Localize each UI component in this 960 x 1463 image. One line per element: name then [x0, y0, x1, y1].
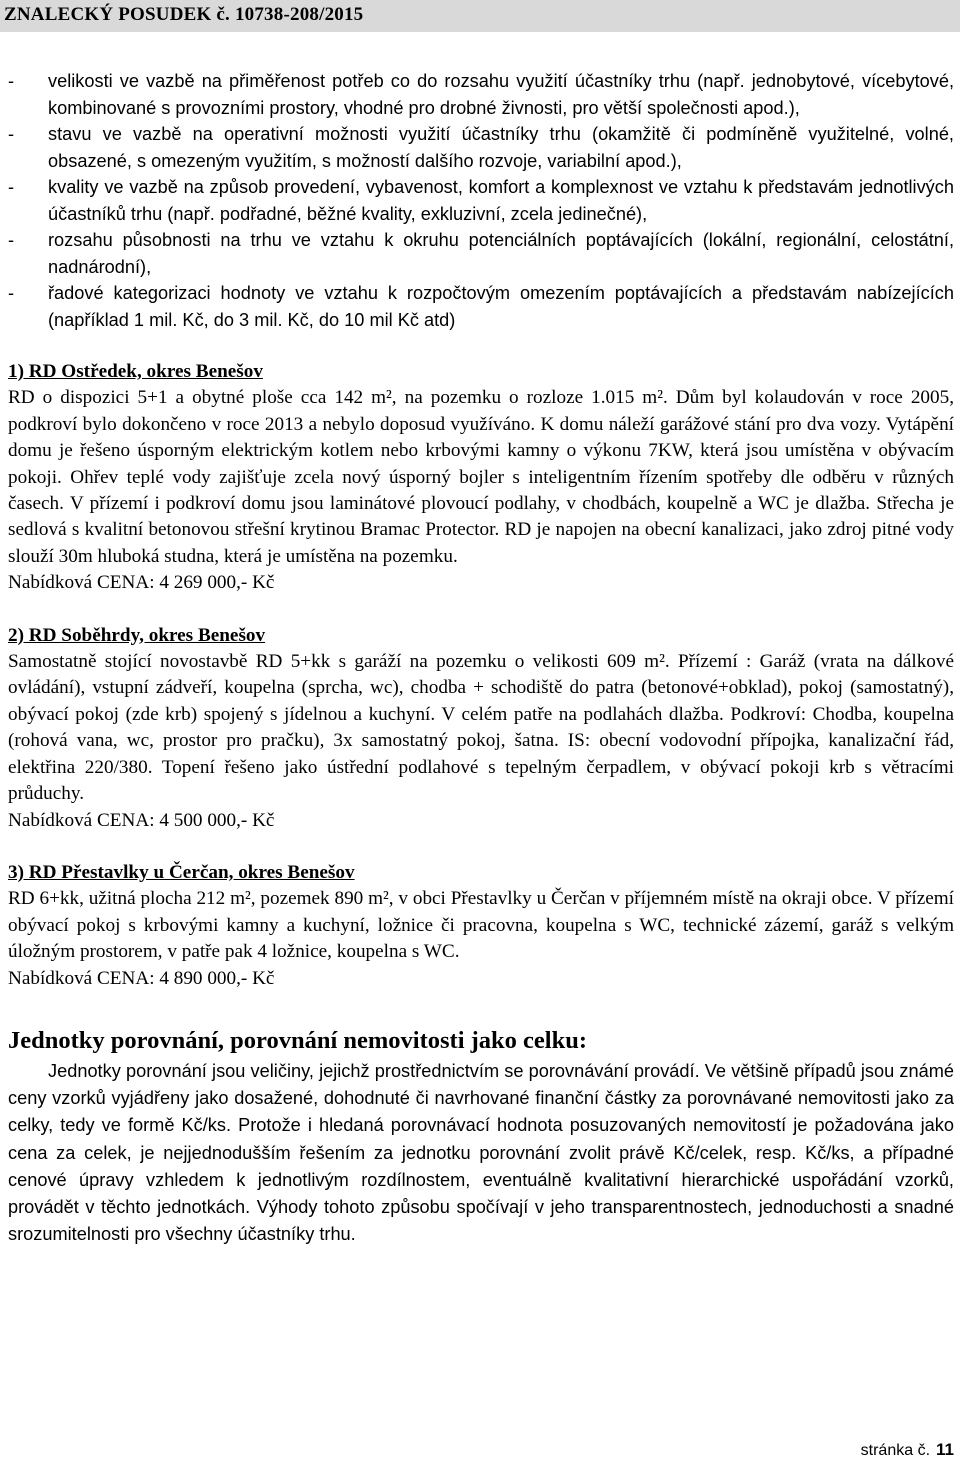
list-dash: -: [8, 177, 15, 197]
section-heading: Jednotky porovnání, porovnání nemovitosti jako celku:: [8, 1026, 588, 1054]
list-dash: -: [8, 71, 15, 91]
list-item: [8, 121, 954, 174]
list-item: [8, 227, 954, 280]
property-title: 1) RD Ostředek, okres Benešov: [8, 361, 263, 382]
list-item: [8, 68, 954, 121]
list-item-text: kvality ve vazbě na způsob provedení, vybavenost, komfort a komplexnost ve vztahu k představám jednotlivých účastníků trhu (např. podřadné, běžné kvality, exkluzivní, zcela jedinečné),: [48, 177, 954, 224]
criteria-list: [8, 68, 954, 333]
property-section: [8, 623, 954, 834]
section-paragraph: Jednotky porovnání jsou veličiny, jejichž prostřednictvím se porovnávání provádí. Ve většině případů jsou známé ceny vzorků vyjádřeny jako dosažené, dohodnuté či navrhované finanční částky za porovnávané nemovitosti jako za celky, tedy ve formě Kč/ks. Protože i hledaná porovnávací hodnota posuzovaných nemovitostí je požadována jako cena za celek, je nejjednodušším řešením za jednotku porovnání zvolit právě Kč/celek, resp. Kč/ks, a případné cenové úpravy vzhledem k jednotlivým rozdílnostem, eventuálně kvalitativní hierarchické uspořádání vzorků, provádět v těchto jednotkách. Výhody tohoto způsobu spočívají v jeho transparentnostech, jednoduchosti a snadné srozumitelnosti pro všechny účastníky trhu.: [8, 1060, 954, 1245]
page-content: [8, 68, 954, 1248]
list-item-text: řadové kategorizaci hodnoty ve vztahu k rozpočtovým omezením poptávajících a představám nabízejících (například 1 mil. Kč, do 3 mil. Kč, do 10 mil Kč atd): [48, 283, 954, 330]
list-item: [8, 280, 954, 333]
property-description: Samostatně stojící novostavbě RD 5+kk s garáží na pozemku o velikosti 609 m². Přízemí : Garáž (vrata na dálkové ovládání), vstupní zádveří, koupelna (sprcha, wc), chodba + schodiště do patra (betonové+obklad), pokoj (samostatný), obývací pokoj (zde krb) spojený s jídelnou a kuchyní. V celém patře na podlahách dlažba. Podkroví: Chodba, koupelna (rohová vana, wc, prostor pro pračku), 3x samostatný pokoj, šatna. IS: obecní vodovodní přípojka, kanalizační řád, elektřina 220/380. Topení řešeno jako ústřední podlahové s tepelným čerpadlem, v obývací pokoji krb s větracími průduchy.: [8, 651, 954, 805]
property-price: Nabídková CENA: 4 500 000,- Kč: [8, 809, 275, 831]
property-description: RD 6+kk, užitná plocha 212 m², pozemek 890 m², v obci Přestavlky u Čerčan v příjemném místě na okraji obce. V přízemí obývací pokoj s krbovými kamny a kuchyní, ložnice či pracovna, koupelna s WC, technické zázemí, garáž s velkým úložným prostorem, v patře pak 4 ložnice, koupelna s WC.: [8, 888, 954, 963]
property-description: RD o dispozici 5+1 a obytné ploše cca 142 m², na pozemku o rozloze 1.015 m². Dům byl kolaudován v roce 2005, podkroví bylo dokončeno v roce 2013 a nebylo doposud využíváno. K domu náleží garážové stání pro dva vozy. Vytápění domu je řešeno úsporným elektrickým kotlem nebo krbovými kamny o výkonu 7KW, která jsou umístěna v obývacím pokoji. Ohřev teplé vody zajišťuje zcela nový úsporný bojler s inteligentním řízením spotřeby dle odběru v různých časech. V přízemí i podkroví domu jsou laminátové plovoucí podlahy, v chodbách, koupelně a WC je dlažba. Střecha je sedlová s kvalitní betonovou střešní krytinou Bramac Protector. RD je napojen na obecní kanalizaci, jako zdroj pitné vody slouží 30m hluboká studna, která je umístěna na pozemku.: [8, 387, 954, 567]
page-number: 11: [936, 1440, 954, 1459]
list-dash: -: [8, 283, 15, 303]
page-number-label: stránka č.: [860, 1442, 931, 1459]
page-header: [0, 0, 960, 32]
property-title: 2) RD Soběhrdy, okres Benešov: [8, 624, 266, 646]
document-title: ZNALECKÝ POSUDEK č. 10738-208/2015: [4, 4, 364, 25]
page-footer: [861, 1440, 954, 1460]
list-dash: -: [8, 230, 15, 250]
property-price: Nabídková CENA: 4 890 000,- Kč: [8, 967, 275, 989]
property-title: 3) RD Přestavlky u Čerčan, okres Benešov: [8, 861, 355, 883]
list-item-text: stavu ve vazbě na operativní možnosti využití účastníky trhu (okamžitě či podmíněně využitelné, volné, obsazené, s omezeným využitím, s možností dalšího rozvoje, variabilní apod.),: [48, 124, 954, 171]
list-item: [8, 174, 954, 227]
property-price: Nabídková CENA: 4 269 000,- Kč: [8, 572, 275, 594]
list-dash: -: [8, 124, 15, 144]
list-item-text: velikosti ve vazbě na přiměřenost potřeb co do rozsahu využití účastníky trhu (např. jednobytové, vícebytové, kombinované s provozními prostory, vhodné pro drobné živnosti, pro větší společnosti apod.),: [48, 71, 954, 118]
property-section: [8, 359, 954, 597]
list-item-text: rozsahu působnosti na trhu ve vztahu k okruhu potenciálních poptávajících (lokální, regionální, celostátní, nadnárodní),: [48, 230, 954, 277]
property-section: [8, 860, 954, 992]
